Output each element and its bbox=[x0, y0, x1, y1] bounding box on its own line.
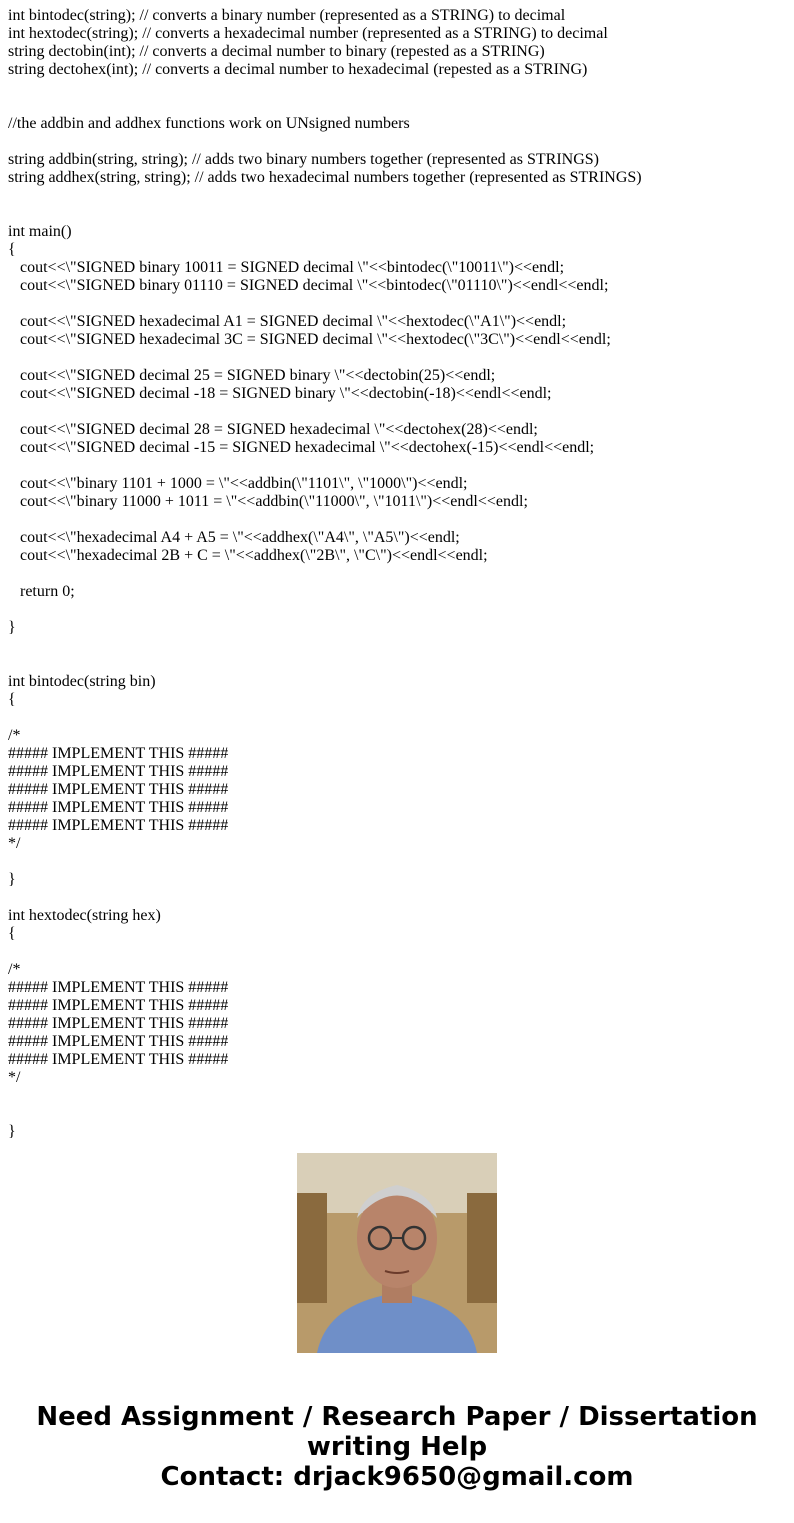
code-line: cout<<\"SIGNED decimal 25 = SIGNED binary \"<<dectobin(25)<<endl; bbox=[8, 367, 496, 384]
code-line: int bintodec(string); // converts a binary number (represented as a STRING) to decimal bbox=[8, 7, 566, 24]
code-line: cout<<\"hexadecimal 2B + C = \"<<addhex(\"2B\", \"C\")<<endl<<endl; bbox=[8, 547, 488, 564]
code-line bbox=[8, 655, 788, 673]
code-line bbox=[8, 187, 788, 205]
code-line: int hextodec(string hex) bbox=[8, 907, 161, 924]
person-photo-icon bbox=[297, 1153, 497, 1353]
code-line: string dectobin(int); // converts a decimal number to binary (repested as a STRING) bbox=[8, 43, 545, 60]
code-line bbox=[8, 889, 788, 907]
code-line: } bbox=[8, 619, 16, 636]
code-line: */ bbox=[8, 835, 21, 852]
code-line bbox=[8, 709, 788, 727]
code-line bbox=[8, 637, 788, 655]
code-line bbox=[8, 79, 788, 97]
code-line bbox=[8, 349, 788, 367]
code-line bbox=[8, 403, 788, 421]
code-line: /* bbox=[8, 961, 21, 978]
code-line: ##### IMPLEMENT THIS ##### bbox=[8, 1051, 229, 1068]
code-line: cout<<\"binary 11000 + 1011 = \"<<addbin(\"11000\", \"1011\")<<endl<<endl; bbox=[8, 493, 528, 510]
code-line: ##### IMPLEMENT THIS ##### bbox=[8, 997, 229, 1014]
code-line: { bbox=[8, 925, 16, 942]
code-line: int hextodec(string); // converts a hexadecimal number (represented as a STRING) to decimal bbox=[8, 25, 608, 42]
banner-contact-email: Contact: drjack9650@gmail.com bbox=[160, 1462, 634, 1492]
code-line bbox=[8, 511, 788, 529]
code-line: //the addbin and addhex functions work on UNsigned numbers bbox=[8, 115, 410, 132]
code-line: cout<<\"binary 1101 + 1000 = \"<<addbin(\"1101\", \"1000\")<<endl; bbox=[8, 475, 468, 492]
code-line: return 0; bbox=[8, 583, 75, 600]
code-line bbox=[8, 97, 788, 115]
code-line: ##### IMPLEMENT THIS ##### bbox=[8, 799, 229, 816]
code-line: cout<<\"SIGNED hexadecimal 3C = SIGNED decimal \"<<hextodec(\"3C\")<<endl<<endl; bbox=[8, 331, 611, 348]
code-line: cout<<\"SIGNED decimal -18 = SIGNED binary \"<<dectobin(-18)<<endl<<endl; bbox=[8, 385, 552, 402]
code-line: /* bbox=[8, 727, 21, 744]
code-line: ##### IMPLEMENT THIS ##### bbox=[8, 745, 229, 762]
code-line: { bbox=[8, 241, 16, 258]
code-line: ##### IMPLEMENT THIS ##### bbox=[8, 1015, 229, 1032]
code-line: } bbox=[8, 871, 16, 888]
code-line: */ bbox=[8, 1069, 21, 1086]
code-line: cout<<\"SIGNED binary 01110 = SIGNED decimal \"<<bintodec(\"01110\")<<endl<<endl; bbox=[8, 277, 609, 294]
banner-line-1: Need Assignment / Research Paper / Dissertation bbox=[36, 1402, 758, 1432]
code-line: string addhex(string, string); // adds two hexadecimal numbers together (represented as STRINGS) bbox=[8, 169, 642, 186]
code-line: cout<<\"SIGNED decimal -15 = SIGNED hexadecimal \"<<dectohex(-15)<<endl<<endl; bbox=[8, 439, 595, 456]
code-line: string dectohex(int); // converts a decimal number to hexadecimal (repested as a STRING) bbox=[8, 61, 588, 78]
author-avatar bbox=[297, 1153, 497, 1353]
code-line: ##### IMPLEMENT THIS ##### bbox=[8, 817, 229, 834]
code-line: ##### IMPLEMENT THIS ##### bbox=[8, 763, 229, 780]
code-line bbox=[8, 601, 788, 619]
code-line bbox=[8, 133, 788, 151]
code-document bbox=[8, 7, 788, 1140]
code-line bbox=[8, 853, 788, 871]
code-line: ##### IMPLEMENT THIS ##### bbox=[8, 781, 229, 798]
code-line: string addbin(string, string); // adds two binary numbers together (represented as STRINGS) bbox=[8, 151, 599, 168]
code-line: cout<<\"hexadecimal A4 + A5 = \"<<addhex(\"A4\", \"A5\")<<endl; bbox=[8, 529, 460, 546]
code-line bbox=[8, 1105, 788, 1123]
code-line bbox=[8, 1087, 788, 1105]
code-line bbox=[8, 565, 788, 583]
contact-banner bbox=[0, 1402, 794, 1492]
banner-line-2: writing Help bbox=[306, 1432, 488, 1462]
code-line bbox=[8, 205, 788, 223]
code-line: cout<<\"SIGNED hexadecimal A1 = SIGNED decimal \"<<hextodec(\"A1\")<<endl; bbox=[8, 313, 567, 330]
code-line: cout<<\"SIGNED binary 10011 = SIGNED decimal \"<<bintodec(\"10011\")<<endl; bbox=[8, 259, 565, 276]
code-line: ##### IMPLEMENT THIS ##### bbox=[8, 1033, 229, 1050]
code-line: { bbox=[8, 691, 16, 708]
code-line bbox=[8, 295, 788, 313]
code-line bbox=[8, 943, 788, 961]
code-line: int bintodec(string bin) bbox=[8, 673, 156, 690]
code-line: } bbox=[8, 1123, 16, 1140]
code-line: int main() bbox=[8, 223, 72, 240]
code-line: ##### IMPLEMENT THIS ##### bbox=[8, 979, 229, 996]
code-line bbox=[8, 457, 788, 475]
code-line: cout<<\"SIGNED decimal 28 = SIGNED hexadecimal \"<<dectohex(28)<<endl; bbox=[8, 421, 538, 438]
